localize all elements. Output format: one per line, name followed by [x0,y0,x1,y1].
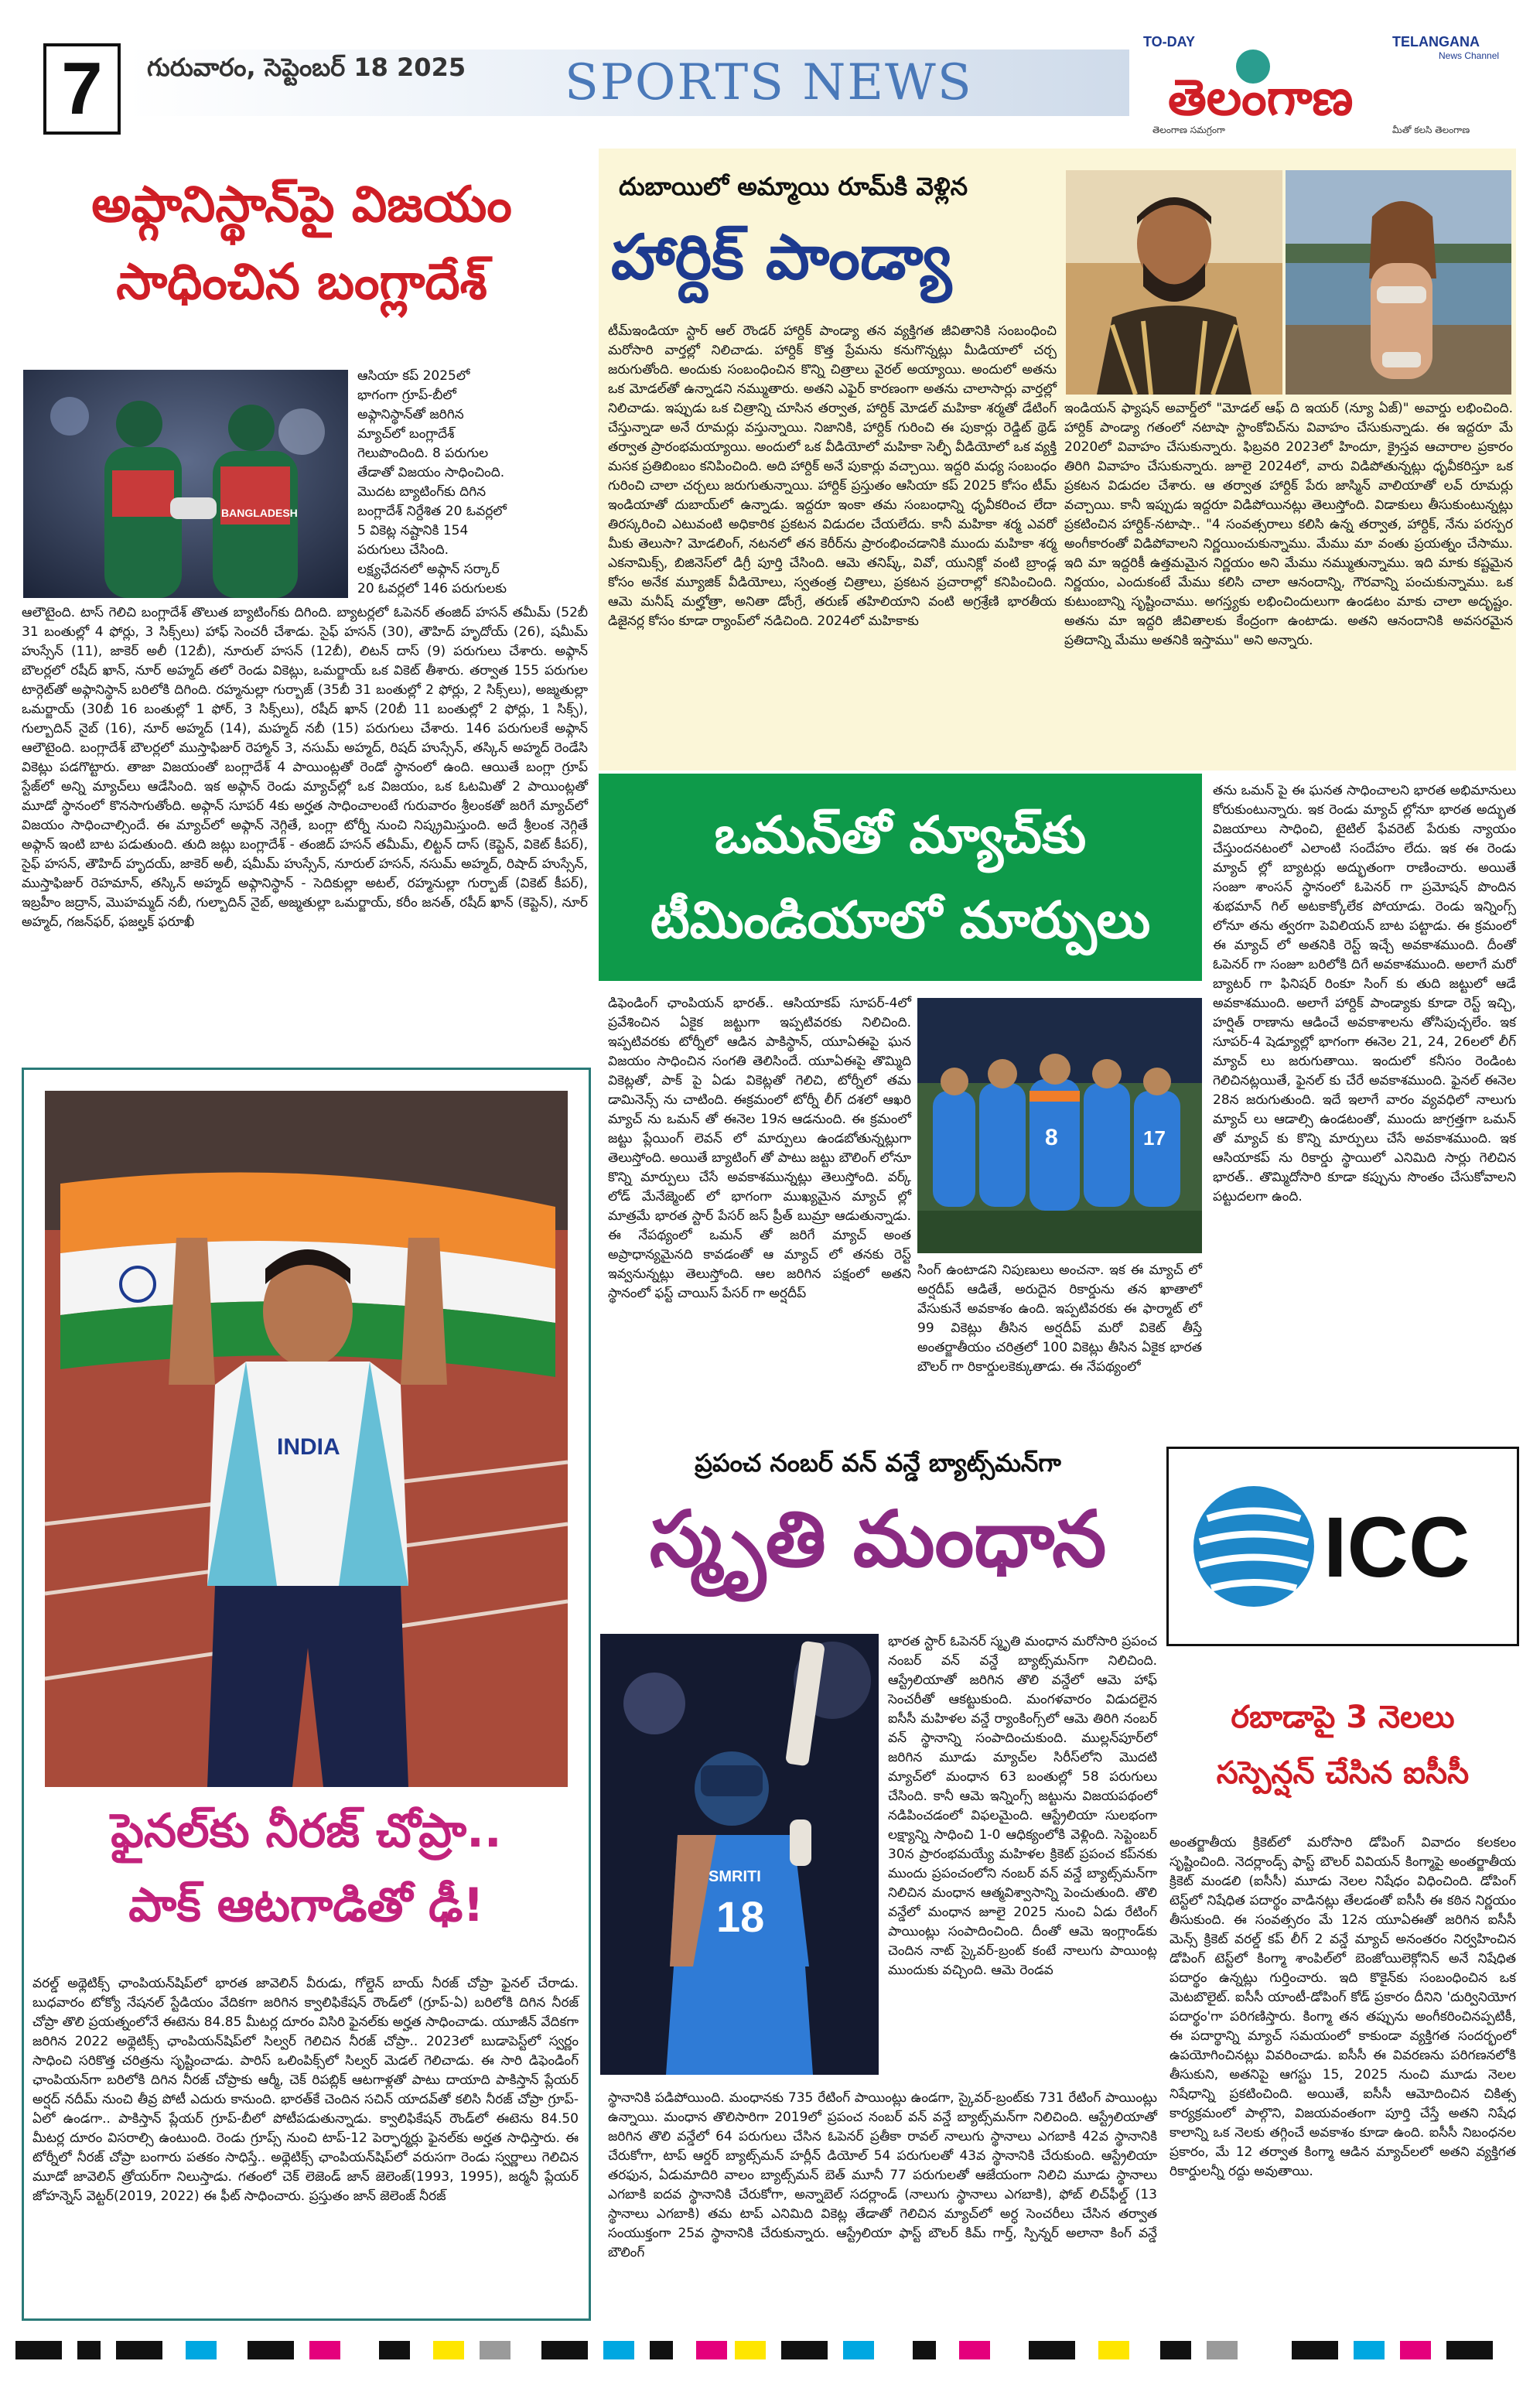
india-under-photo-column: సింగ్ ఉంటాడని నిపుణులు అంచనా. ఇక ఈ మ్యాచ్ లో అర్షదీప్ ఆడితే, అరుదైన రికార్డును తన ఖాతాలో వేసుకునే అవకాశం ఉంది. ఇప్పటివరకు ఈ ఫార్మాట్ లో 99 వికెట్లు తీసిన అర్షదీప్ మరో వికెట్ తీస్తే అంతర్జాతీయం చరిత్రలో 100 వికెట్లు తీసిన ఏకైక భారత బౌలర్ గా రికార్డులకెక్కుతాడు. ఈ నేపథ్యంలో [917,1263,1202,1375]
smriti-batting-photo-icon [600,1634,879,2075]
side-line: పరుగులు చేసింది. [357,542,449,558]
rabada-body: అంతర్జాతీయ క్రికెట్‌లో మరోసారి డోపింగ్ వివాదం కలకలం సృష్టించింది. నెదర్లాండ్స్ ఫాస్ట్ బౌలర్ వివియన్ కింగ్మాపై అంతర్జాతీయ క్రికెట్ మండలి (ఐసీసీ) మూడు నెలల నిషేధం విధించింది. డోపింగ్ టెస్ట్‌లో నిషేధిత పదార్థం వాడినట్లు తేలడంతో ఐసీసీ ఈ కఠిన నిర్ణయం తీసుకుంది. ఈ సంవత్సరం మే 12న యూఏఈతో జరిగిన ఐసీసీ మెన్స్ క్రికెట్ వరల్డ్ కప్ లీగ్ 2 వన్డే మ్యాచ్ అనంతరం నిర్వహించిన డోపింగ్ టెస్ట్‌లో కింగ్మా శాంపిల్‌లో బెంజోయిలెక్గోనిన్ అనే నిషేధిత పదార్థం ఉన్నట్లు గుర్తించారు. ఇది కొకైన్‌కు సంబంధించిన ఒక మెటబొలైట్. ఐసీసీ యాంటీ-డోపింగ్ కోడ్ ప్రకారం దీనిని 'దుర్వినియోగ పదార్థం'గా పరిగణిస్తారు. కింగ్మా తన తప్పును అంగీకరించినప్పటికీ, ఈ పదార్థాన్ని మ్యాచ్ సమయంలో కాకుండా వ్యక్తిగత సందర్భంలో ఉపయోగించినట్లు వివరించాడు. ఐసీసీ ఈ వివరణను పరిగణనలోకి తీసుకుని, అతనిపై ఆగస్టు 15, 2025 నుంచి మూడు నెలల నిషేధాన్ని ప్రకటించింది. అయితే, ఐసీసీ ఆమోదించిన చికిత్స కార్యక్రమంలో పాల్గొని, విజయవంతంగా పూర్తి చేస్తే అతని నిషేధ కాలాన్ని ఒక నెలకు తగ్గించే అవకాశం కూడా ఉంది. ఐసీసీ నిబంధనల ప్రకారం, మే 12 తర్వాత కింగ్మా ఆడిన మ్యాచ్‌లలో అతని వ్యక్తిగత రికార్డులన్నీ రద్దు అవుతాయి. [1170,1835,1516,2179]
icc-logo [1169,1449,1517,1644]
registration-marks-icon [15,2338,1524,2363]
side-line: 5 వికెట్ల నష్టానికి 154 [357,523,469,538]
neeraj-chopra-flag-photo-icon [45,1091,568,1787]
india-headline-1: ఒమన్‌తో మ్యాచ్‌కు [714,805,1087,865]
jersey-text: BANGLADESH [221,507,298,519]
hardik-col-2: ఇండియన్ ఫ్యాషన్ అవార్డ్‌లో "మోడల్ ఆఫ్ ది ఇయర్ (న్యూ ఏజ్)" అవార్డు లభించింది. హార్దిక్ పాండ్యా గతంలో నటాషా స్టాంకోవిచ్‌ను వివాహం చేసుకున్నాడు. ఈ ఇద్దరూ మే 2020లో వివాహం చేసుకున్నారు. ఫిబ్రవరి 2023లో హిందూ, క్రైస్తవ ఆచారాల ప్రకారం తిరిగి వివాహం చేసుకున్నారు. జూలై 2024లో, వారు విడిపోతున్నట్లు ధృవీకరిస్తూ ఒక ప్రకటన విడుదల చేశారు. ఆ తర్వాత హార్దిక్ పేరు జాస్మిన్ వాలియాతో లవ్ రూమర్లు వచ్చాయి. కానీ ఇప్పుడు ఇద్దరూ విడిపోయినట్లు తెలుస్తోంది. విడాకులు తీసుకుంటున్నట్లు ప్రకటించిన హార్దిక్-నటాషా.. "4 సంవత్సరాలు కలిసి ఉన్న తర్వాత, హార్దిక్, నేను పరస్పర అంగీకారంతో విడిపోవాలని నిర్ణయించుకున్నాము. మేము మా వంతు ప్రయత్నం చేసాము. ఇది మా ఇద్దరికీ ఉత్తమమైన నిర్ణయం అని మేము నమ్ముతున్నాము. ఇది మాకు కష్టమైన నిర్ణయం, ఎందుకంటే మేము కలిసి చాలా ఆనందాన్ని, గౌరవాన్ని పంచుకున్నాము. ఒక కుటుంబాన్ని సృష్టించాము. అగస్త్యకు లభించిందులుగా ఉండటం మాకు చాలా అదృష్టం. అతను మా ఇద్దరి జీవితాలకు కేంద్రంగా ఉంటాడు. అతని ఆనందానికి అవసరమైన ప్రతిదాన్ని మేము అతనికి ఇస్తాము" అని అన్నారు. [1064,401,1513,648]
logo-small: News Channel [1439,50,1500,61]
india-left-column: డిఫెండింగ్ ఛాంపియన్ భారత్.. ఆసియాకప్ సూపర్-4లో ప్రవేశించిన ఏకైక జట్టుగా ఇప్పటివరకు నిలిచింది. ఇప్పటివరకు టోర్నీలో ఆడిన పాకిస్థాన్, యూఏఈపై ఘన విజయం సాధించిన సంగతి తెలిసిందే. యూఏఈపై తొమ్మిది వికెట్లతో, పాక్ పై ఏడు వికెట్లతో గెలిచి, టోర్నీలో తమ డామినెన్స్ ను చాటింది. ఈక్రమంలో టోర్నీ లీగ్ దశలో ఆఖరి మ్యాచ్ ను ఒమన్ తో ఈనెల 19న ఆడనుంది. ఈ క్రమంలో జట్టు ప్లేయింగ్ లెవన్ లో మార్పులు ఉండబోతున్నట్లుగా తెలుస్తోంది. అయితే బ్యాటింగ్ తో పాటు జట్టు బౌలింగ్ లోనూ కొన్ని మార్పులు చేసే అవకాశమున్నట్లు తెలుస్తోంది. వర్క్ లోడ్ మేనేజ్మెంట్ లో భాగంగా ముఖ్యమైన మ్యాచ్ ల్లో మాత్రమే భారత స్టార్ పేసర్ జస్ ప్రీత్ బుమ్రా ఆడుతున్నాడు. ఈ నేపథ్యంలో ఒమన్ తో జరిగే మ్యాచ్ అంత అప్రాధాన్యమైనది కావడంతో ఆ మ్యాచ్ లో తనకు రెస్ట్ ఇవ్వనున్నట్లు తెలుస్తోంది. ఆల జరిగిన పక్షంలో అతని స్థానంలో ఫస్ట్ చాయిస్ పేసర్ గా అర్షదీప్ [608,996,911,1301]
newspaper-logo [1137,29,1520,138]
model-lakeside-photo-icon [1286,170,1511,395]
jersey-text: INDIA [277,1434,340,1460]
side-line: మ్యాచ్‌లో బంగ్లాదేశ్ [357,426,455,442]
logo-telangana: TELANGANA [1392,34,1480,50]
cricket-players-photo-icon [23,370,348,598]
jersey-number: 17 [1143,1126,1166,1150]
hardik-portrait-photo-icon [1066,170,1282,395]
side-line: 20 ఓవర్లలో 146 పరుగులకు [357,581,507,596]
logo-name: తెలంగాణ [1168,70,1354,127]
side-line: అఫ్గానిస్థాన్‌తో జరిగిన [357,407,464,422]
jersey-number: 18 [716,1892,765,1941]
india-team-huddle-photo-icon [917,998,1202,1253]
side-line: భాగంగా గ్రూప్-బీలో [357,388,456,403]
side-line: గెలుపొందింది. 8 పరుగుల [357,446,489,461]
bangladesh-side-column [357,367,586,599]
neeraj-photo [45,1091,568,1787]
hardik-kicker: దుబాయిలో అమ్మాయి రూమ్‌కి వెళ్లిన [619,172,968,201]
hardik-col-1: టీమ్‌ఇండియా స్టార్ ఆల్ రౌండర్ హార్దిక్ పాండ్యా తన వ్యక్తిగత జీవితానికి సంబంధించి మరోసారి వార్తల్లో నిలిచాడు. హార్దిక్ కొత్త ప్రేమను కనుగొన్నట్లు మీడియాలో చర్చ జరుగుతోంది. అందుకు సంబంధించిన కొన్ని చిత్రాలు వైరల్ అయ్యాయి. అందులో అతను ఒక మోడల్‌తో ఉన్నాడని నమ్ముతారు. అతని ఎఫైర్ కారణంగా అతను చాలాసార్లు వార్తల్లో నిలిచాడు. ఇప్పుడు ఒక చిత్రాన్ని చూసిన తర్వాత, హార్దిక్ మోడల్ మహికా శర్మతో డేటింగ్ చేస్తున్నాడా అనే రూమర్లు వస్తున్నాయి. నిజానికి, హార్దిక్ గురించి ఈ పుకార్లు రెడ్డిట్ థ్రెడ్ తర్వాత ప్రారంభమయ్యాయి. అందులో ఒక వీడియోలో మహికా సెల్ఫీ వీడియోలో ఒక వ్యక్తి మసక ప్రతిబింబం కనిపించింది. అది హార్దిక్ అనే పుకార్లు వచ్చాయి. ఇద్దరి మధ్య సంబంధం గురించి చాలా చర్చలు జరుగుతున్నాయి. హార్దిక్ ప్రస్తుతం ఆసియా కప్ 2025 కోసం టీమ్ ఇండియాతో దుబాయ్‌లో ఉన్నాడు. ఇద్దరూ ఇంకా తమ సంబంధాన్ని ధృవీకరించ లేదా తిరస్కరించి ఎటువంటి అధికారిక ప్రకటన విడుదల చేయలేదు. కానీ మహికా శర్మ ఎవరో మీకు తెలుసా? మోడలింగ్, నటనలో తన కెరీర్‌ను ప్రారంభించడానికి ముందు మహికా శర్మ ఎకనామిక్స్, బిజినెస్‌లో డిగ్రీ పూర్తి చేసింది. ఆమె తనిష్క్, వివో, యునిక్లో వంటి బ్రాండ్ల కోసం అనేక మ్యూజిక్ వీడియోలు, స్వతంత్ర చిత్రాలు, ప్రకటన ప్రచారాల్లో కనిపించింది. ఆమె మనీష్ మల్హోత్రా, అనితా డోంగ్రే, తరుణ్ తహిలియాని వంటి అగ్రశ్రేణి భారతీయ డిజైనర్ల కోసం కూడా ర్యాంప్‌లో నడిచింది. 2024లో మహికాకు [608,323,1057,629]
section-title: SPORTS NEWS [565,54,973,111]
model-photo [1286,170,1511,395]
india-right-column: తను ఒమన్ పై ఈ ఘనత సాధించాలని భారత అభిమానులు కోరుకుంటున్నారు. ఇక రెండు మ్యాచ్ ల్లోనూ భారత అద్భుత విజయాలు సాధించి, టైటిల్ ఫేవరెట్ పేరుకు న్యాయం చేస్తుందనటంలో ఎలాంటి సందేహం లేదు. ఇక ఈ రెండు మ్యాచ్ ల్లో బ్యాటర్లు అద్భుతంగా రాణించారు. అయితే సంజూ శాంసన్ స్థానంలో ఓపెనర్ గా ప్రమోషన్ పొందిన శుభమాన్ గిల్ అటకాక్కోలేక పోయాడు. రెండు ఇన్నింగ్స్ లోనూ తను త్వరగా పెవిలియన్ బాట పట్టాడు. ఈ క్రమంలో ఈ మ్యాచ్ లో అతనికి రెస్ట్ ఇచ్చే అవకాశముంది. దీంతో ఓపెనర్ గా సంజూ బరిలోకి దిగే అవకాశముంది. అలాగే మరో బ్యాటర్ గా ఫినిషర్ రింకూ సింగ్ కు తుది జట్టులో ఆడే అవకాశముంది. అలాగే హార్దిక్ పాండ్యాకు కూడా రెస్ట్ ఇచ్చి, హర్షిత్ రాణాను ఆడించే అవకాశాలను తోసిపుచ్చలేం. ఇక సూపర్-4 షెడ్యూల్లో భాగంగా ఈనెల 21, 24, 26లలో లీగ్ మ్యాచ్ లు జరుగుతాయి. ఇందులో కనీసం రెండింట గెలిచినట్లయితే, ఫైనల్ కు చేరే అవకాశముంది. ఫైనల్ ఈనెల 28న జరుగుతుంది. ఇదే ఇలాగే వారం వ్యవధిలో నాలుగు మ్యాచ్ లు ఆడాల్సి ఉండటంతో, ముందు జాగ్రత్తగా ఒమన్ తో మ్యాచ్ కు కొన్ని మార్పులు చేసే అవకాశముంది. ఇక ఆసియాకప్ ను రికార్డు స్థాయిలో ఎనిమిది సార్లు గెలిచిన భారత్.. తొమ్మిదోసారి కూడా కప్పును సొంతం చేసుకోవాలని పట్టుదలగా ఉంది. [1213,783,1516,1204]
smriti-kicker: ప్రపంచ నంబర్ వన్ వన్డే బ్యాట్స్‌మన్‌గా [695,1448,1061,1478]
side-line: తేడాతో విజయం సాధించింది. [357,465,505,480]
logo-tagline-left: తెలంగాణ సమగ్రంగా [1152,125,1225,135]
neeraj-body: వరల్డ్ అథ్లెటిక్స్ ఛాంపియన్‌షిప్‌లో భారత జావెలిన్ వీరుడు, గోల్డెన్ బాయ్ నీరజ్ చోప్రా ఫైనల్ చేరాడు. బుధవారం టోక్యో నేషనల్ స్టేడియం వేదికగా జరిగిన క్వాలిఫికేషన్ రౌండ్‌లో (గ్రూప్-ఏ) బరిలోకి దిగిన నీరజ్ చోప్రా తొలి ప్రయత్నంలోనే ఈటెను 84.85 మీటర్ల దూరం విసిరి ఫైనల్‌కు అర్హత సాధించాడు. యూజీన్ వేదికగా జరిగిన 2022 అథ్లెటిక్స్ ఛాంపియన్‌షిప్‌లో సిల్వర్ గెలిచిన నీరజ్ చోప్రా.. 2023లో బుడాపెస్ట్‌లో స్వర్ణం సాధించి సరికొత్త చరిత్రను సృష్టించాడు. పారిస్ ఒలింపిక్స్‌లో సిల్వర్ మెడల్ గెలిచాడు. ఈ సారి డిఫెండింగ్ ఛాంపియన్‌గా బరిలోకి దిగిన నీరజ్ చోప్రాకు ఆర్మీ, చెక్ రిపబ్లిక్ ఆటగాళ్లతో పాటు దాయాది పాకిస్తాన్ ప్లేయర్ అర్షద్ నదీమ్ నుంచి తీవ్ర పోటీ ఎదురు కానుంది. భారత్‌కే చెందిన సచిన్ యాదవ్‌తో కలిసి నీరజ్ చోప్రా గ్రూప్-ఏలో ఉండగా.. పాకిస్తాన్ ప్లేయర్ గ్రూప్-బీలో పోటీపడుతున్నాడు. క్వాలిఫికేషన్ రౌండ్‌లో ఈటెను 84.50 మీటర్ల దూరం విసరాల్సి ఉంటుంది. రెండు గ్రూప్స్ నుంచి టాప్-12 పెర్ఫార్మర్లు ఫైనల్‌కు అర్హత సాధిస్తారు. ఈ టోర్నీలో నీరజ్ చోప్రా బంగారు పతకం సాధిస్తే.. అథ్లెటిక్స్ ఛాంపియన్‌షిప్‌లో వరుసగా రెండు స్వర్ణాలు గెలిచిన మూడో జావెలిన్ త్రోయర్‌గా నిలుస్తాడు. గతంలో చెక్ లెజెండ్ జాన్ జెలెంజ్(1993, 1995), జర్మనీ ప్లేయర్ జోహన్నెస్ వెట్టర్(2019, 2022) ఈ ఫీట్ సాధించారు. ప్రస్తుతం జాన్ జెలెంజ్ నీరజ్ [32,1976,579,2204]
bangladesh-photo [23,370,348,598]
issue-date: గురువారం, సెప్టెంబర్ 18 2025 [147,53,466,82]
logo-tagline-right: మీతో కలసి తెలంగాణ [1392,125,1470,135]
icc-logo-text: ICC [1323,1500,1470,1595]
bangladesh-body: ఆలౌటైంది. టాస్ గెలిచి బంగ్లాదేశ్ తొలుత బ్యాటింగ్‌కు దిగింది. బ్యాటర్లలో ఓపెనర్ తంజిద్ హసన్ తమీమ్ (52బీ 31 బంతుల్లో 4 ఫోర్లు, 3 సిక్స్‌లు) హాఫ్ సెంచరీ చేశాడు. సైఫ్ హసన్ (30), తౌహిద్ హృదోయ్ (26), షమీమ్ హుస్సేన్ (11), జాకెర్ అలీ (12బీ), నూరుల్ హసన్ (12బీ), లిటన్ దాస్ (9) పరుగులు చేశారు. అఫ్గాన్ బౌలర్లలో రషీద్ ఖాన్, నూర్ అహ్మద్ తలో రెండు వికెట్లు, ఒమర్జాయ్ ఒక వికెట్ తీశారు. తర్వాత 155 పరుగుల టార్గెట్‌తో అఫ్గానిస్థాన్ బరిలోకి దిగింది. రహ్మనుల్లా గుర్బాజ్ (35బీ 31 బంతుల్లో 2 ఫోర్లు, 2 సిక్స్‌లు), అజ్మతుల్లా ఒమర్జాయ్ (30బీ 16 బంతుల్లో 1 ఫోర్, 3 సిక్స్‌లు), రషీద్ ఖాన్ (20బీ 11 బంతుల్లో 2 ఫోర్లు, 1 సిక్స్), గుల్బాదిన్ నైబ్ (16), నూర్ అహ్మద్ (14), మహ్మద్ నబీ (15) పరుగులు చేశారు. 146 పరుగులకే అఫ్గాన్ ఆలౌటైంది. బంగ్లాదేశ్ బౌలర్లలో ముస్తాఫిజుర్ రెహ్మాన్ 3, నసుమ్ అహ్మద్, రిషద్ హుస్సేన్, తస్కిన్ అహ్మద్ రెండేసి వికెట్లు పడగొట్టారు. తాజా విజయంతో బంగ్లాదేశ్ 4 పాయింట్లతో రెండో స్థానంలో ఉంది. ఆయితే బంగ్లా గ్రూప్ స్టేజ్‌లో అన్ని మ్యాచ్‌లు ఆడేసింది. ఇక అఫ్గాన్ రెండు మ్యాచ్‌ల్లో ఒక విజయం, ఒక ఓటమితో 2 పాయింట్లతో మూడో స్థానంలో కొనసాగుతోంది. అఫ్గాన్ సూపర్ 4కు అర్హత సాధించాలంటే గురువారం శ్రీలంకతో జరిగే మ్యాచ్‌లో విజయం సాధించాల్సిందే. ఈ మ్యాచ్‌లో అఫ్గాన్ నెగ్గితే, బంగ్లా టోర్నీ నుంచి నిష్క్రమిస్తుంది. అదే శ్రీలంక నెగ్గితే అఫ్గాన్ ఇంటి బాట పడుతుంది. తుది జట్లు బంగ్లాదేశ్ - తంజిద్ హసన్ తమీమ్, లిట్టన్ దాస్ (కెప్టెన్, వికెట్ కీపర్), సైఫ్ హసన్, తౌహిద్ హృదయ్, జాకెర్ అలీ, షమీమ్ హుస్సేన్, నూరుల్ హసన్, నసుమ్ అహ్మద్, రిషాద్ హుస్సేన్, ముస్తాఫిజుర్ రెహమాన్, తస్కిన్ అహ్మద్ అఫ్గానిస్థాన్ - సెదికుల్లా అటల్, రహ్మనుల్లా గుర్బాజ్ (వికెట్ కీపర్), ఇబ్రహీం జద్రాన్, మొహమ్మద్ నబీ, గుల్బాదిన్ నైబ్, అజ్మతుల్లా ఒమర్జాయ్, కరీం జనత్, రషీద్ ఖాన్ (కెప్టెన్), నూర్ అహ్మద్, గజన్‌ఫర్, ఫజల్హక్ ఫరూఖీ [22,605,588,930]
hardik-headline: హార్దిక్ పాండ్యా [611,221,952,293]
rabada-headline-1: రబాడాపై 3 నెలలు [1231,1700,1455,1735]
neeraj-headline-2: పాక్ ఆటగాడితో ఢీ! [128,1878,484,1932]
side-line: బంగ్లాదేశ్ నిర్దేశిత 20 ఓవర్లలో [357,504,507,519]
rabada-headline-2: సస్పెన్షన్ చేసిన ఐసీసీ [1216,1755,1470,1791]
telangana-logo-icon [1137,29,1520,138]
smriti-photo [600,1634,879,2075]
side-line: లక్ష్యఛేదనలో అఫ్గాన్ సర్కార్ [357,562,500,577]
india-team-photo [917,998,1202,1253]
side-line: మొదట బ్యాటింగ్‌కు దిగిన [357,484,487,500]
jersey-number: 8 [1045,1125,1058,1150]
smriti-body: స్థానానికి పడిపోయింది. మంధానకు 735 రేటింగ్ పాయింట్లు ఉండగా, స్కైవర్-బ్రంట్‌కు 731 రేటింగ్ పాయింట్లు ఉన్నాయి. మంధాన తొలిసారిగా 2019లో ప్రపంచ నంబర్ వన్ వన్డే బ్యాట్స్‌మన్‌గా నిలిచింది. ఆస్ట్రేలియాతో జరిగిన తొలి వన్డేలో 64 పరుగులు చేసిన ఓపెనర్ ప్రతీకా రావల్ నాలుగు స్థానాలు ఎగబాకి 42వ స్థానానికి చేరుకోగా, టాప్ ఆర్డర్ బ్యాట్స్‌మన్ హర్లీన్ డియోల్ 54 పరుగులతో 43వ స్థానానికి చేరుకుంది. ఆస్ట్రేలియా తరఫున, ఏడుమాదిరి వాలం బ్యాట్స్‌మన్ బెత్ మూనీ 77 పరుగులతో ఆజేయంగా నిలిచి మూడు స్థానాలు ఎగబాకి ఐదవ స్థానానికి చేరుకోగా, అన్నాబెల్ సదర్లాండ్ (నాలుగు స్థానాలు ఎగబాకి), ఫోబ్ లిచ్‌ఫీల్డ్ (13 స్థానాలు ఎగబాకి) తమ టాప్ ఎనిమిది వికెట్ల తేడాతో గెలిచిన మ్యాచ్‌లో అర్ధ సెంచరీలు చేసిన తర్వాత సంయుక్తంగా 25వ స్థానానికి చేరుకున్నారు. ఆస్ట్రేలియా ఫాస్ట్ బౌలర్ కిమ్ గార్త్, స్పిన్నర్ అలానా కింగ్ వన్డే బౌలింగ్ [608,2090,1157,2260]
print-color-bar [15,2338,1524,2363]
logo-today: TO-DAY [1143,34,1196,50]
page-number: 7 [43,43,121,135]
smriti-side-column: భారత స్టార్ ఓపెనర్ స్మృతి మంధాన మరోసారి ప్రపంచ నంబర్ వన్ వన్డే బ్యాట్స్‌మన్‌గా నిలిచింది. ఆస్ట్రేలియాతో జరిగిన తొలి వన్డేలో ఆమె హాఫ్ సెంచరీతో ఆకట్టుకుంది. మంగళవారం విడుదలైన ఐసీసీ మహిళల వన్డే ర్యాంకింగ్స్‌లో ఆమె తిరిగి నంబర్ వన్ స్థానాన్ని సంపాదించుకుంది. ముల్లన్‌పూర్‌లో జరిగిన మూడు మ్యాచ్‌ల సిరీస్‌లోని మొదటి మ్యాచ్‌లో మంధాన 63 బంతుల్లో 58 పరుగులు చేసింది. కానీ ఆమె ఇన్నింగ్స్ జట్టును విజయపథంలో నడిపించడంలో విఫలమైంది. ఆస్ట్రేలియా సులభంగా లక్ష్యాన్ని సాధించి 1-0 ఆధిక్యంలోకి వెళ్లింది. సెప్టెంబర్ 30న ప్రారంభమయ్యే మహిళల క్రికెట్ ప్రపంచ కప్‌నకు ముందు ప్రపంచంలోని నంబర్ వన్ వన్డే బ్యాట్స్‌మన్‌గా నిలిచిన మంధాన ఆత్మవిశ్వాసాన్ని పెంచుతుంది. తొలి వన్డేలో మంధాన జూలై 2025 నుంచి ఏడు రేటింగ్ పాయింట్లు సంపాదించింది. దీంతో ఆమె ఇంగ్లాండ్‌కు చెందిన నాట్ స్కైవర్-బ్రంట్ కంటే నాలుగు పాయింట్ల ముందుకు వచ్చింది. ఆమె రెండవ [888,1634,1157,1978]
side-line: ఆసియా కప్ 2025లో [357,368,470,384]
neeraj-headline-1: ఫైనల్‌కు నీరజ్ చోప్రా.. [111,1804,502,1858]
jersey-text: SMRITI [709,1868,761,1885]
smriti-headline: స్మృతి మంధాన [649,1494,1107,1584]
hardik-photo [1066,170,1282,395]
india-headline-2: టీమిండియాలో మార్పులు [650,890,1151,950]
icc-logo-box [1166,1447,1519,1646]
bangladesh-headline-2: సాధించిన బంగ్లాదేశ్ [116,254,487,311]
bangladesh-headline-1: అఫ్గానిస్థాన్‌పై విజయం [91,176,512,234]
